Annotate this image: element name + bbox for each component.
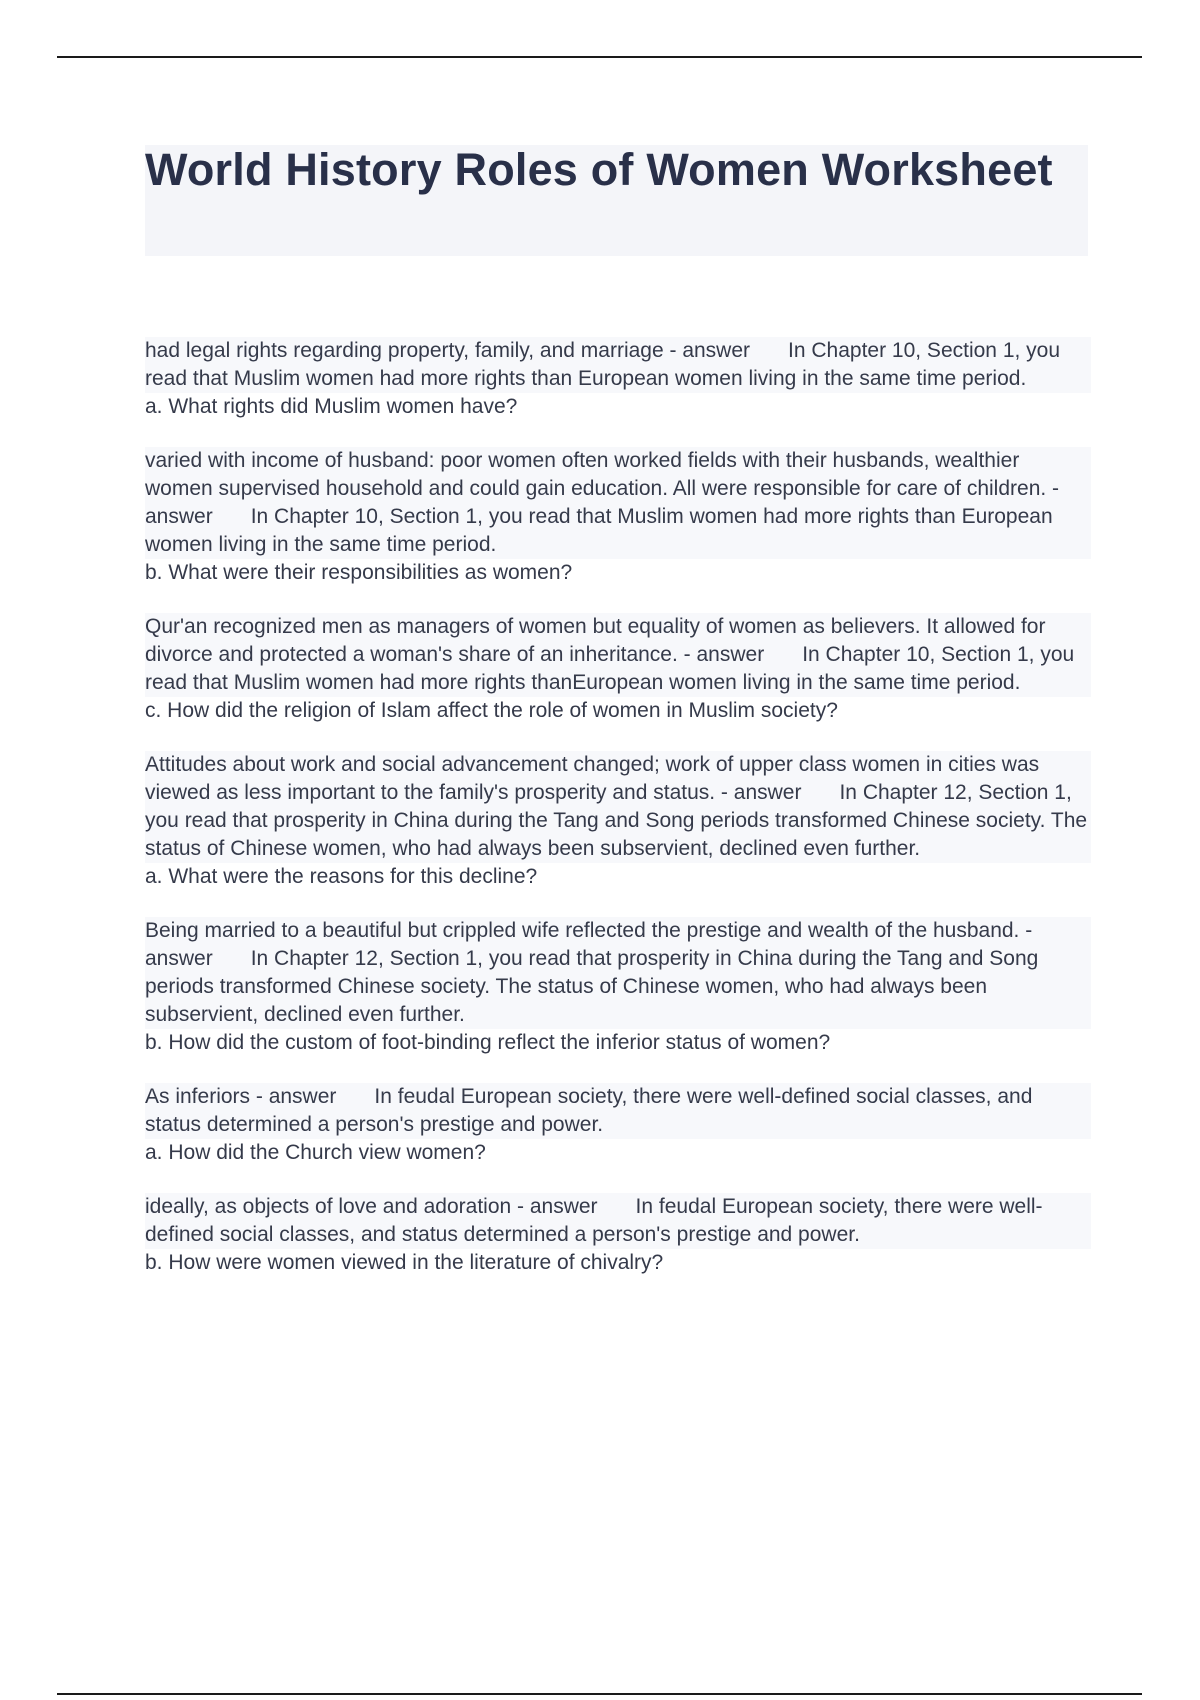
top-rule [57,56,1142,58]
qa-item [145,613,1091,725]
answer-text [145,1193,1091,1249]
qa-item [145,1083,1091,1167]
qa-item [145,917,1091,1057]
question: b. What were their responsibilities as women? [145,561,573,584]
answer: had legal rights regarding property, family, and marriage - answer [145,339,751,362]
question: a. What were the reasons for this decline? [145,865,538,888]
context: In feudal European society, there were well-defined social classes, and status determined a person's prestige and power. [145,1085,1033,1136]
qa-item [145,751,1091,891]
answer-text [145,337,1091,393]
question: a. How did the Church view women? [145,1141,486,1164]
answer-text [145,751,1091,863]
question: a. What rights did Muslim women have? [145,395,518,418]
context: In feudal European society, there were well-defined social classes, and status determined a person's prestige and power. [145,1195,1043,1246]
question: b. How did the custom of foot-binding reflect the inferior status of women? [145,1031,831,1054]
qa-item [145,1193,1091,1277]
answer: Being married to a beautiful but crippled wife reflected the prestige and wealth of the husband. - answer [145,919,1033,970]
answer-text [145,613,1091,697]
answer: Attitudes about work and social advancement changed; work of upper class women in cities was viewed as less important to the family's prosperity and status. - answer [145,753,1040,804]
answer-text [145,917,1091,1029]
answer: Qur'an recognized men as managers of women but equality of women as believers. It allowed for divorce and protected a woman's share of an inheritance. - answer [145,615,1046,666]
answer: varied with income of husband: poor women often worked fields with their husbands, wealthier women supervised household and could gain education. All were responsible for care of children. - answer [145,449,1060,528]
bottom-rule [57,1693,1142,1695]
context: In Chapter 10, Section 1, you read that Muslim women had more rights than European women living in the same time period. [145,505,1053,556]
answer: ideally, as objects of love and adoration - answer [145,1195,598,1218]
context: In Chapter 10, Section 1, you read that Muslim women had more rights thanEuropean women living in the same time period. [145,643,1075,694]
answer: As inferiors - answer [145,1085,337,1108]
question: c. How did the religion of Islam affect the role of women in Muslim society? [145,699,838,722]
context: In Chapter 10, Section 1, you read that Muslim women had more rights than European women living in the same time period. [145,339,1061,390]
page-title: World History Roles of Women Worksheet [145,144,1053,195]
context: In Chapter 12, Section 1, you read that prosperity in China during the Tang and Song periods transformed Chinese society. The status of Chinese women, who had always been subservient, declined even further. [145,947,1039,1026]
question: b. How were women viewed in the literature of chivalry? [145,1251,664,1274]
qa-item [145,337,1091,421]
qa-item [145,447,1091,587]
answer-text [145,447,1091,559]
worksheet-body [145,337,1091,1303]
context: In Chapter 12, Section 1, you read that prosperity in China during the Tang and Song periods transformed Chinese society. The status of Chinese women, who had always been subservient, declined even further. [145,781,1088,860]
answer-text [145,1083,1091,1139]
